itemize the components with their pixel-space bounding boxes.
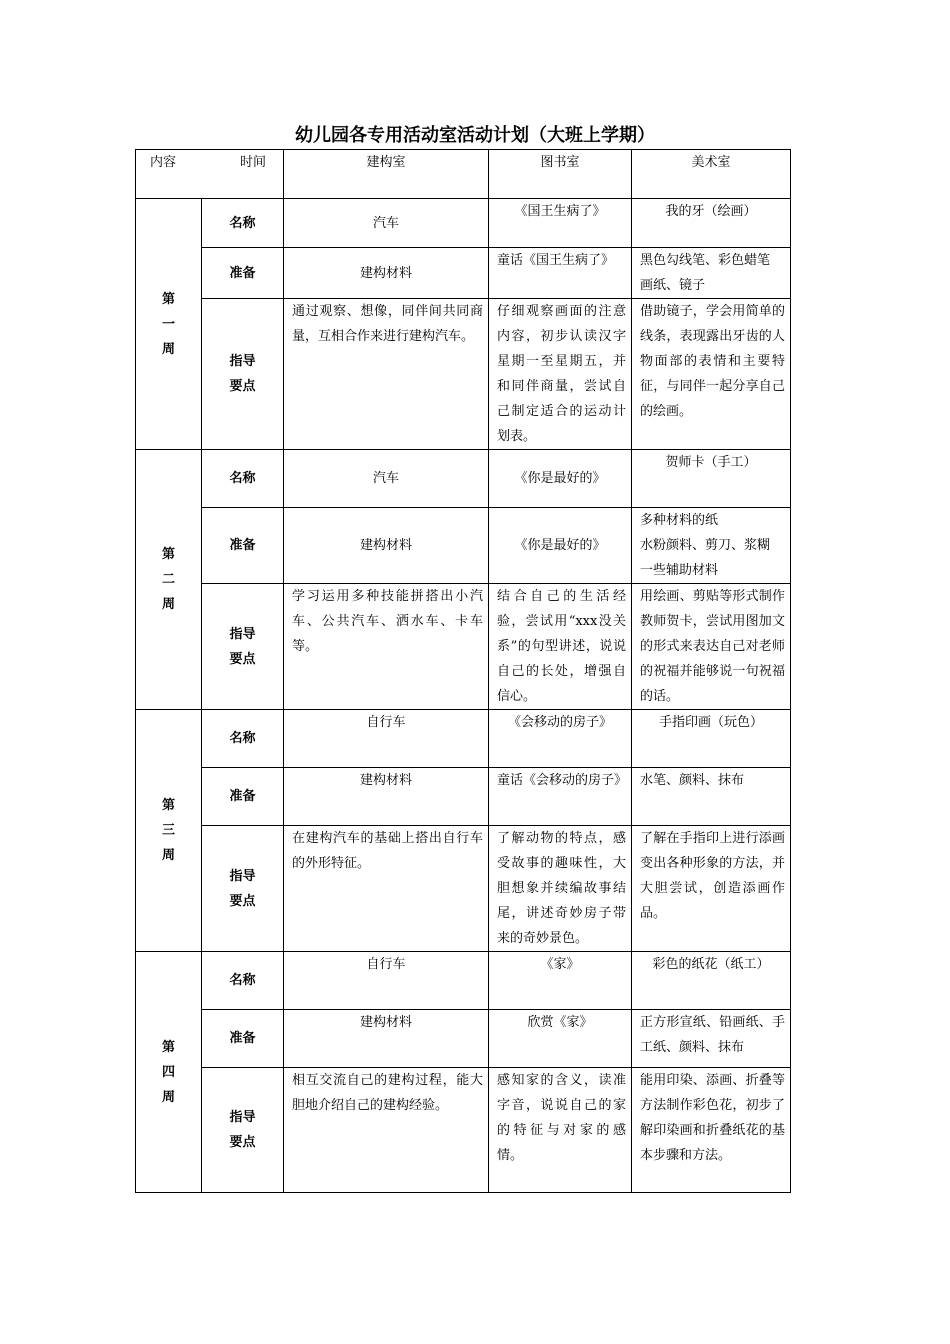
header-corner-cell — [136, 150, 284, 199]
header-time-label: 时间 — [240, 155, 267, 170]
week4-prep-row — [136, 1010, 791, 1068]
week1-name-row — [136, 199, 791, 248]
week2-label: 第 二 周 — [136, 450, 202, 710]
row-label-guide: 指导 要点 — [202, 826, 284, 952]
header-row — [136, 150, 791, 199]
week3-label: 第 三 周 — [136, 710, 202, 952]
construction-prep: 建构材料 — [284, 248, 489, 299]
library-guide: 结合自己的生活经验，尝试用“xxx没关系”的句型讲述，说说自己的长处，增强自信心。 — [489, 584, 632, 710]
row-label-guide: 指导 要点 — [202, 1068, 284, 1193]
row-label-guide: 指导 要点 — [202, 299, 284, 450]
library-guide: 感知家的含义，读准字音，说说自己的家的特征与对家的感情。 — [489, 1068, 632, 1193]
art-prep: 水笔、颜料、抹布 — [632, 768, 791, 826]
art-guide: 用绘画、剪贴等形式制作教师贺卡，尝试用图加文的形式来表达自己对老师的祝福并能够说一句祝福的话。 — [632, 584, 791, 710]
construction-prep: 建构材料 — [284, 1010, 489, 1068]
row-label-name: 名称 — [202, 710, 284, 768]
week2-prep-row — [136, 508, 791, 584]
week3-name-row — [136, 710, 791, 768]
activity-plan-table — [135, 149, 791, 1193]
library-name: 《家》 — [489, 952, 632, 1010]
row-label-prep: 准备 — [202, 248, 284, 299]
header-construction: 建构室 — [284, 150, 489, 199]
week4-guide-row — [136, 1068, 791, 1193]
construction-guide: 在建构汽车的基础上搭出自行车的外形特征。 — [284, 826, 489, 952]
art-prep: 正方形宣纸、铅画纸、手工纸、颜料、抹布 — [632, 1010, 791, 1068]
row-label-name: 名称 — [202, 199, 284, 248]
week1-label: 第 一 周 — [136, 199, 202, 450]
construction-name: 自行车 — [284, 710, 489, 768]
library-prep: 《你是最好的》 — [489, 508, 632, 584]
art-guide: 了解在手指印上进行添画变出各种形象的方法，并大胆尝试，创造添画作品。 — [632, 826, 791, 952]
library-name: 《国王生病了》 — [489, 199, 632, 248]
construction-prep: 建构材料 — [284, 508, 489, 584]
week2-guide-row — [136, 584, 791, 710]
week4-label: 第 四 周 — [136, 952, 202, 1193]
construction-guide: 相互交流自己的建构过程，能大胆地介绍自己的建构经验。 — [284, 1068, 489, 1193]
library-prep: 童话《国王生病了》 — [489, 248, 632, 299]
art-name: 我的牙（绘画） — [632, 199, 791, 248]
week3-prep-row — [136, 768, 791, 826]
construction-name: 自行车 — [284, 952, 489, 1010]
page-title: 幼儿园各专用活动室活动计划（大班上学期） — [295, 125, 655, 146]
row-label-name: 名称 — [202, 952, 284, 1010]
art-guide: 借助镜子，学会用简单的线条，表现露出牙齿的人物面部的表情和主要特征，与同伴一起分享自己的绘画。 — [632, 299, 791, 450]
construction-name: 汽车 — [284, 199, 489, 248]
row-label-guide: 指导 要点 — [202, 584, 284, 710]
construction-prep: 建构材料 — [284, 768, 489, 826]
library-prep: 欣赏《家》 — [489, 1010, 632, 1068]
header-library: 图书室 — [489, 150, 632, 199]
row-label-prep: 准备 — [202, 1010, 284, 1068]
art-prep: 多种材料的纸 水粉颜料、剪刀、浆糊 一些辅助材料 — [632, 508, 791, 584]
row-label-prep: 准备 — [202, 508, 284, 584]
art-guide: 能用印染、添画、折叠等方法制作彩色花，初步了解印染画和折叠纸花的基本步骤和方法。 — [632, 1068, 791, 1193]
construction-name: 汽车 — [284, 450, 489, 508]
header-art: 美术室 — [632, 150, 791, 199]
library-name: 《会移动的房子》 — [489, 710, 632, 768]
art-prep: 黑色勾线笔、彩色蜡笔 画纸、镜子 — [632, 248, 791, 299]
week3-guide-row — [136, 826, 791, 952]
construction-guide: 学习运用多种技能拼搭出小汽车、公共汽车、洒水车、卡车等。 — [284, 584, 489, 710]
week4-name-row — [136, 952, 791, 1010]
library-guide: 仔细观察画面的注意内容，初步认读汉字星期一至星期五，并和同伴商量，尝试自己制定适合的运动计划表。 — [489, 299, 632, 450]
library-prep: 童话《会移动的房子》 — [489, 768, 632, 826]
library-name: 《你是最好的》 — [489, 450, 632, 508]
art-name: 彩色的纸花（纸工） — [632, 952, 791, 1010]
art-name: 手指印画（玩色） — [632, 710, 791, 768]
art-name: 贺师卡（手工） — [632, 450, 791, 508]
row-label-prep: 准备 — [202, 768, 284, 826]
week1-guide-row — [136, 299, 791, 450]
week1-prep-row — [136, 248, 791, 299]
week2-name-row — [136, 450, 791, 508]
header-content-label: 内容 — [150, 155, 177, 170]
row-label-name: 名称 — [202, 450, 284, 508]
construction-guide: 通过观察、想像，同伴间共同商量，互相合作来进行建构汽车。 — [284, 299, 489, 450]
library-guide: 了解动物的特点，感受故事的趣味性，大胆想象并续编故事结尾，讲述奇妙房子带来的奇妙景色。 — [489, 826, 632, 952]
